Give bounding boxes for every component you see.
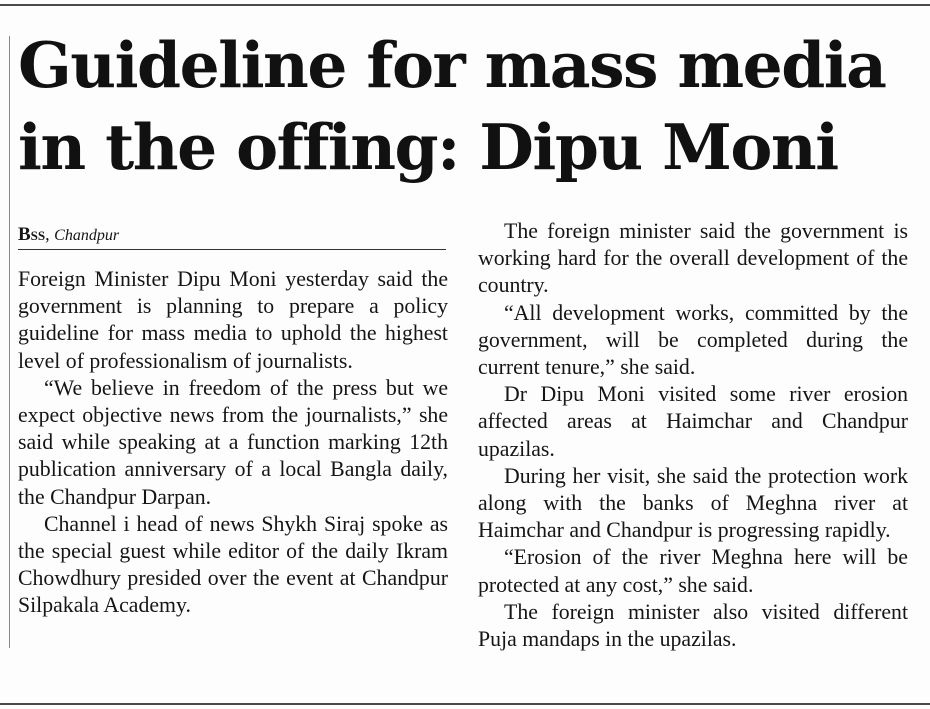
paragraph: Foreign Minister Dipu Moni yesterday said the government is planning to prepare a policy guideline for mass media to uphold the highest level of professionalism of journalists. [18,267,448,373]
bottom-rule [0,703,930,705]
article-column-left [18,266,448,620]
byline-agency: Bss [18,224,46,245]
byline [18,223,446,250]
byline-separator: , [45,224,55,244]
article-column-right [478,218,908,653]
paragraph: “Erosion of the river Meghna here will be protected at any cost,” she said. [478,545,908,597]
headline: Guideline for mass media in the offing: Dipu Moni [18,28,886,184]
left-rule [9,36,10,648]
paragraph: Dr Dipu Moni visited some river erosion affected areas at Haimchar and Chandpur upazilas. [478,382,908,461]
paragraph: Channel i head of news Shykh Siraj spoke as the special guest while editor of the daily Ikram Chowdhury presided over the event at Chandpur Silpakala Academy. [18,511,448,618]
paragraph: The foreign minister said the government is working hard for the overall development of the country. [478,219,908,298]
paragraph: “We believe in freedom of the press but we expect objective news from the journalists,” she said while speaking at a function marking 12th publication anniversary of a local Bangla daily, the Chandpur Darpan. [18,375,448,509]
paragraph: “All development works, committed by the government, will be completed during the current tenure,” she said. [478,300,908,380]
paragraph: During her visit, she said the protection work along with the banks of Meghna river at Haimchar and Chandpur is progressing rapidly. [478,463,908,543]
paragraph: The foreign minister also visited different Puja mandaps in the upazilas. [478,599,908,652]
top-rule [0,4,930,6]
byline-location: Chandpur [54,227,120,244]
